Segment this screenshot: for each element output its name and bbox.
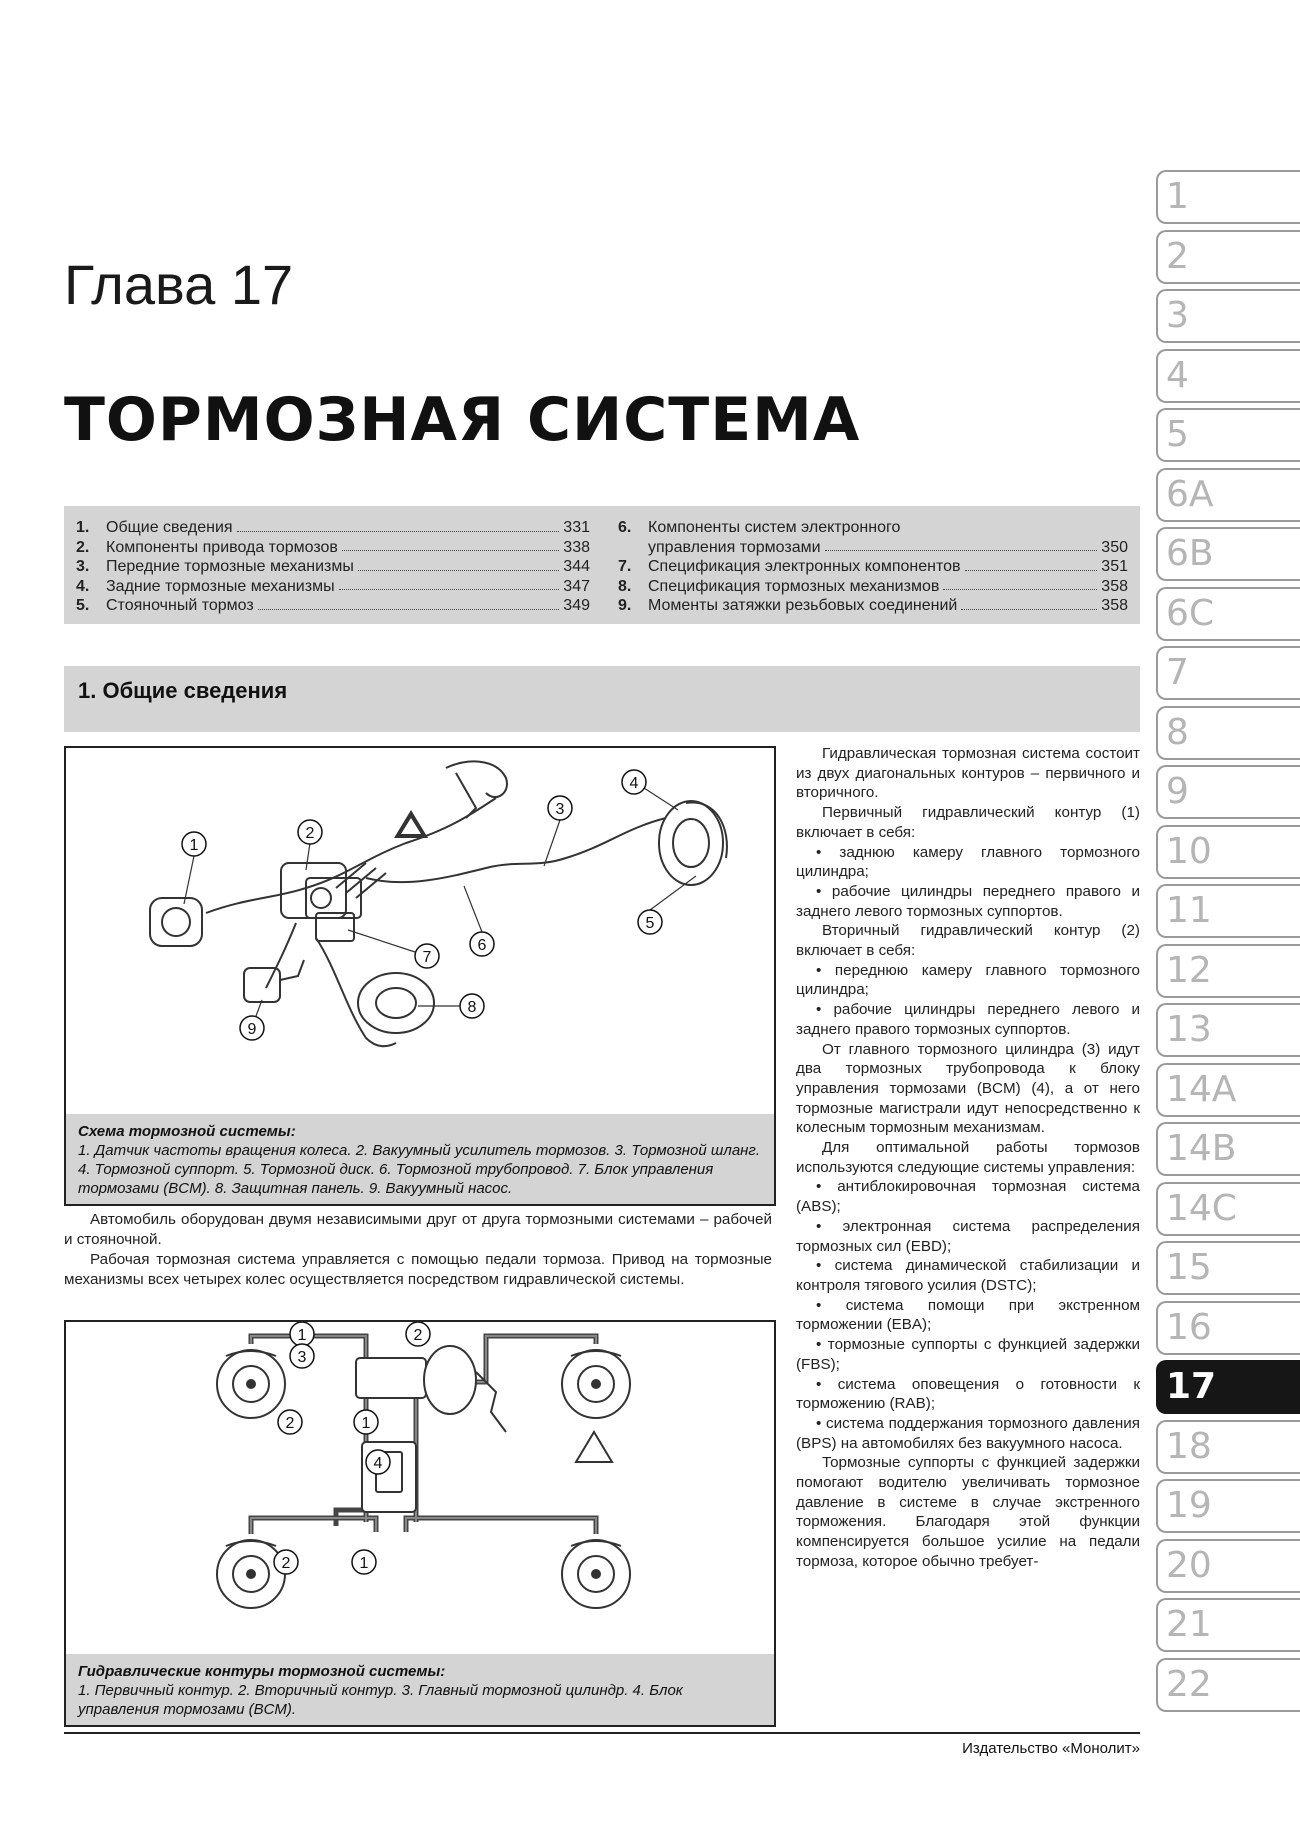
callout-label: 2 — [281, 1555, 291, 1572]
figure-caption — [66, 1114, 774, 1204]
chapter-tab[interactable]: 11 — [1156, 884, 1300, 938]
wheel-front-right — [562, 1350, 630, 1418]
toc-page: 331 — [563, 519, 590, 536]
bullet-item: • переднюю камеру главного тормозного цилиндра; — [796, 961, 1140, 999]
paragraph: Вторичный гидравлический контур (2) включает в себя: — [796, 922, 1140, 960]
caption-text: 1. Датчик частоты вращения колеса. 2. Вакуумный усилитель тормозов. 3. Тормозной шланг. 4. Тормозной суппорт. 5. Тормозной диск. 6. Тормозной трубопровод. 7. Блок управления тормозами (BCM). 8. Защитная панель. 9. Вакуумный насос. — [78, 1142, 760, 1197]
table-of-contents — [64, 506, 1140, 624]
callout-4 — [622, 770, 646, 794]
callout-2-mid — [278, 1410, 302, 1434]
toc-right-column — [618, 518, 1128, 616]
callout-label: 9 — [247, 1021, 257, 1038]
toc-page: 358 — [1101, 597, 1128, 615]
chapter-title: ТОРМОЗНАЯ СИСТЕМА — [64, 385, 861, 455]
chapter-tab[interactable]: 14A — [1156, 1063, 1300, 1117]
toc-item[interactable] — [76, 596, 590, 616]
chapter-tab[interactable]: 17 — [1156, 1360, 1300, 1414]
chapter-tab[interactable]: 6A — [1156, 468, 1300, 522]
section-title: 1. Общие сведения — [78, 678, 288, 703]
chapter-label: Глава 17 — [64, 253, 294, 316]
chapter-tab[interactable]: 20 — [1156, 1539, 1300, 1593]
body-text-left — [64, 1210, 772, 1290]
toc-text: Общие сведения — [106, 519, 233, 536]
wheel-front-left — [217, 1350, 285, 1418]
callout-4-bcm — [366, 1450, 390, 1474]
toc-item[interactable] — [618, 518, 1128, 538]
toc-item[interactable] — [76, 557, 590, 577]
paragraph: От главного тормозного цилиндра (3) идут два тормозных трубопровода к блоку управления тормозами (BCM) (4), а от него тормозные магистрали идут непосредственно к колесным тормозным механизмам. — [796, 1040, 1140, 1137]
toc-page: 351 — [1101, 558, 1128, 576]
callout-label: 8 — [467, 999, 477, 1016]
toc-text: Спецификация электронных компонентов — [648, 558, 961, 576]
callout-label: 2 — [305, 825, 315, 842]
toc-num — [618, 538, 648, 558]
chapter-tab[interactable]: 16 — [1156, 1301, 1300, 1355]
callout-1 — [182, 832, 206, 856]
toc-page: 338 — [563, 538, 590, 556]
callout-label: 4 — [629, 775, 639, 792]
paragraph: Рабочая тормозная система управляется с помощью педали тормоза. Привод на тормозные механизмы всех четырех колес осуществляется посредством гидравлической системы. — [64, 1251, 772, 1288]
toc-item[interactable] — [618, 596, 1128, 616]
caption-title: Схема тормозной системы: — [78, 1123, 296, 1140]
callout-1-mid — [354, 1410, 378, 1434]
toc-num: 8. — [618, 577, 632, 595]
toc-page: 349 — [563, 597, 590, 615]
toc-text: Моменты затяжки резьбовых соединений — [648, 597, 958, 615]
callout-7 — [415, 944, 439, 968]
bullet-item: • тормозные суппорты с функцией задержки (FBS); — [796, 1336, 1140, 1373]
brake-system-illustration — [66, 748, 774, 1104]
toc-item[interactable] — [76, 538, 590, 558]
callout-label: 1 — [359, 1555, 369, 1572]
toc-num: 6. — [618, 519, 632, 536]
paragraph: Первичный гидравлический контур (1) включает в себя: — [796, 804, 1140, 841]
paragraph: Тормозные суппорты с функцией задержки помогают водителю увеличивать тормозное давление в системе в случае экстренного торможения. Благодаря этой функции компенсируется большое усилие на педали тормоза, которое обычно требует- — [796, 1454, 1140, 1570]
toc-text: Стояночный тормоз — [106, 597, 254, 615]
brake-system-figure — [64, 746, 776, 1206]
toc-text: Спецификация тормозных механизмов — [648, 577, 940, 595]
callout-label: 7 — [422, 949, 432, 966]
toc-num: 3. — [76, 558, 90, 576]
callout-1-bottom — [352, 1550, 376, 1574]
callout-2-bottom — [274, 1550, 298, 1574]
toc-num: 5. — [76, 597, 90, 615]
chapter-tab[interactable]: 18 — [1156, 1420, 1300, 1474]
paragraph: Для оптимальной работы тормозов используются следующие системы управления: — [796, 1139, 1140, 1176]
callout-2-secondary — [406, 1322, 430, 1346]
toc-page: 358 — [1101, 577, 1128, 595]
hydraulic-circuits-diagram — [66, 1322, 774, 1642]
chapter-tab[interactable]: 1 — [1156, 170, 1300, 224]
toc-item[interactable] — [618, 538, 1128, 558]
toc-item[interactable] — [618, 577, 1128, 597]
bullet-item: • система динамической стабилизации и контроля тягового усилия (DSTC); — [796, 1257, 1140, 1294]
chapter-tab[interactable]: 2 — [1156, 230, 1300, 284]
bullet-item: • система поддержания тормозного давления (BPS) на автомобилях без вакуумного насоса. — [796, 1414, 1140, 1452]
callout-5 — [638, 910, 662, 934]
chapter-tab[interactable]: 15 — [1156, 1241, 1300, 1295]
paragraph: Автомобиль оборудован двумя независимыми друг от друга тормозными системами – рабочей и стояночной. — [64, 1211, 772, 1248]
callout-label: 5 — [645, 915, 655, 932]
chapter-tab[interactable]: 10 — [1156, 825, 1300, 879]
callout-1-primary — [290, 1322, 314, 1346]
chapter-tab[interactable]: 22 — [1156, 1658, 1300, 1712]
bullet-item: • система помощи при экстренном торможении (EBA); — [796, 1296, 1140, 1334]
toc-text: Компоненты привода тормозов — [106, 538, 338, 556]
caption-title: Гидравлические контуры тормозной системы: — [78, 1663, 446, 1680]
bullet-item: • рабочие цилиндры переднего левого и заднего правого тормозных суппортов. — [796, 1001, 1140, 1038]
chapter-tab[interactable]: 19 — [1156, 1479, 1300, 1533]
callout-label: 3 — [555, 801, 565, 818]
toc-num: 9. — [618, 597, 632, 615]
body-text-right — [796, 744, 1140, 1572]
chapter-tab[interactable]: 14B — [1156, 1122, 1300, 1176]
callout-label: 2 — [413, 1327, 423, 1344]
callout-label: 1 — [297, 1327, 307, 1344]
callout-label: 6 — [477, 937, 487, 954]
toc-page: 347 — [563, 577, 590, 595]
wheel-rear-right — [562, 1540, 630, 1608]
chapter-tab[interactable]: 5 — [1156, 408, 1300, 462]
chapter-tabs — [1156, 170, 1300, 1717]
callout-label: 4 — [373, 1455, 383, 1472]
toc-left-column — [76, 518, 590, 616]
toc-num: 7. — [618, 558, 632, 576]
chapter-tab[interactable]: 3 — [1156, 289, 1300, 343]
caption-text: 1. Первичный контур. 2. Вторичный контур. 3. Главный тормозной цилиндр. 4. Блок управления тормозами (BCM). — [78, 1682, 683, 1718]
toc-text: Передние тормозные механизмы — [106, 558, 354, 576]
toc-page: 350 — [1101, 538, 1128, 556]
toc-text: управления тормозами — [648, 538, 821, 556]
chapter-tab[interactable]: 4 — [1156, 349, 1300, 403]
chapter-tab[interactable]: 21 — [1156, 1598, 1300, 1652]
callout-3 — [548, 796, 572, 820]
toc-num: 2. — [76, 538, 90, 556]
callout-label: 1 — [189, 837, 199, 854]
callout-label: 2 — [285, 1415, 295, 1432]
callout-3-master-cylinder — [290, 1344, 314, 1368]
callout-8 — [460, 994, 484, 1018]
chapter-tab[interactable]: 12 — [1156, 944, 1300, 998]
chapter-tab[interactable]: 13 — [1156, 1003, 1300, 1057]
callout-2 — [298, 820, 322, 844]
section-header — [64, 666, 1140, 732]
callout-label: 3 — [297, 1349, 307, 1366]
publisher-credit: Издательство «Монолит» — [962, 1740, 1140, 1757]
bullet-item: • антиблокировочная тормозная система (ABS); — [796, 1178, 1140, 1216]
toc-text: Задние тормозные механизмы — [106, 577, 335, 595]
chapter-tab[interactable]: 8 — [1156, 706, 1300, 760]
toc-item[interactable] — [618, 557, 1128, 577]
footer-divider — [64, 1732, 1140, 1734]
toc-item[interactable] — [76, 518, 590, 538]
chapter-tab[interactable]: 6B — [1156, 527, 1300, 581]
toc-num: 1. — [76, 519, 90, 536]
bullet-item: • рабочие цилиндры переднего правого и заднего левого тормозных суппортов. — [796, 882, 1140, 920]
bullet-item: • электронная система распределения тормозных сил (EBD); — [796, 1217, 1140, 1255]
chapter-tab[interactable]: 7 — [1156, 646, 1300, 700]
toc-text: Компоненты систем электронного — [648, 519, 901, 536]
chapter-tab[interactable]: 9 — [1156, 765, 1300, 819]
callout-label: 1 — [361, 1415, 371, 1432]
bullet-item: • система оповещения о готовности к торможению (RAB); — [796, 1375, 1140, 1413]
callout-9 — [240, 1016, 264, 1040]
toc-page: 344 — [563, 558, 590, 576]
toc-num: 4. — [76, 577, 90, 595]
callout-6 — [470, 932, 494, 956]
figure-caption — [66, 1654, 774, 1725]
hydraulic-circuits-figure — [64, 1320, 776, 1727]
paragraph: Гидравлическая тормозная система состоит из двух диагональных контуров – первичного и вторичного. — [796, 745, 1140, 802]
chapter-tab[interactable]: 6C — [1156, 587, 1300, 641]
bullet-item: • заднюю камеру главного тормозного цилиндра; — [796, 843, 1140, 881]
toc-item[interactable] — [76, 577, 590, 597]
chapter-tab[interactable]: 14C — [1156, 1182, 1300, 1236]
wheel-rear-left — [217, 1540, 285, 1608]
